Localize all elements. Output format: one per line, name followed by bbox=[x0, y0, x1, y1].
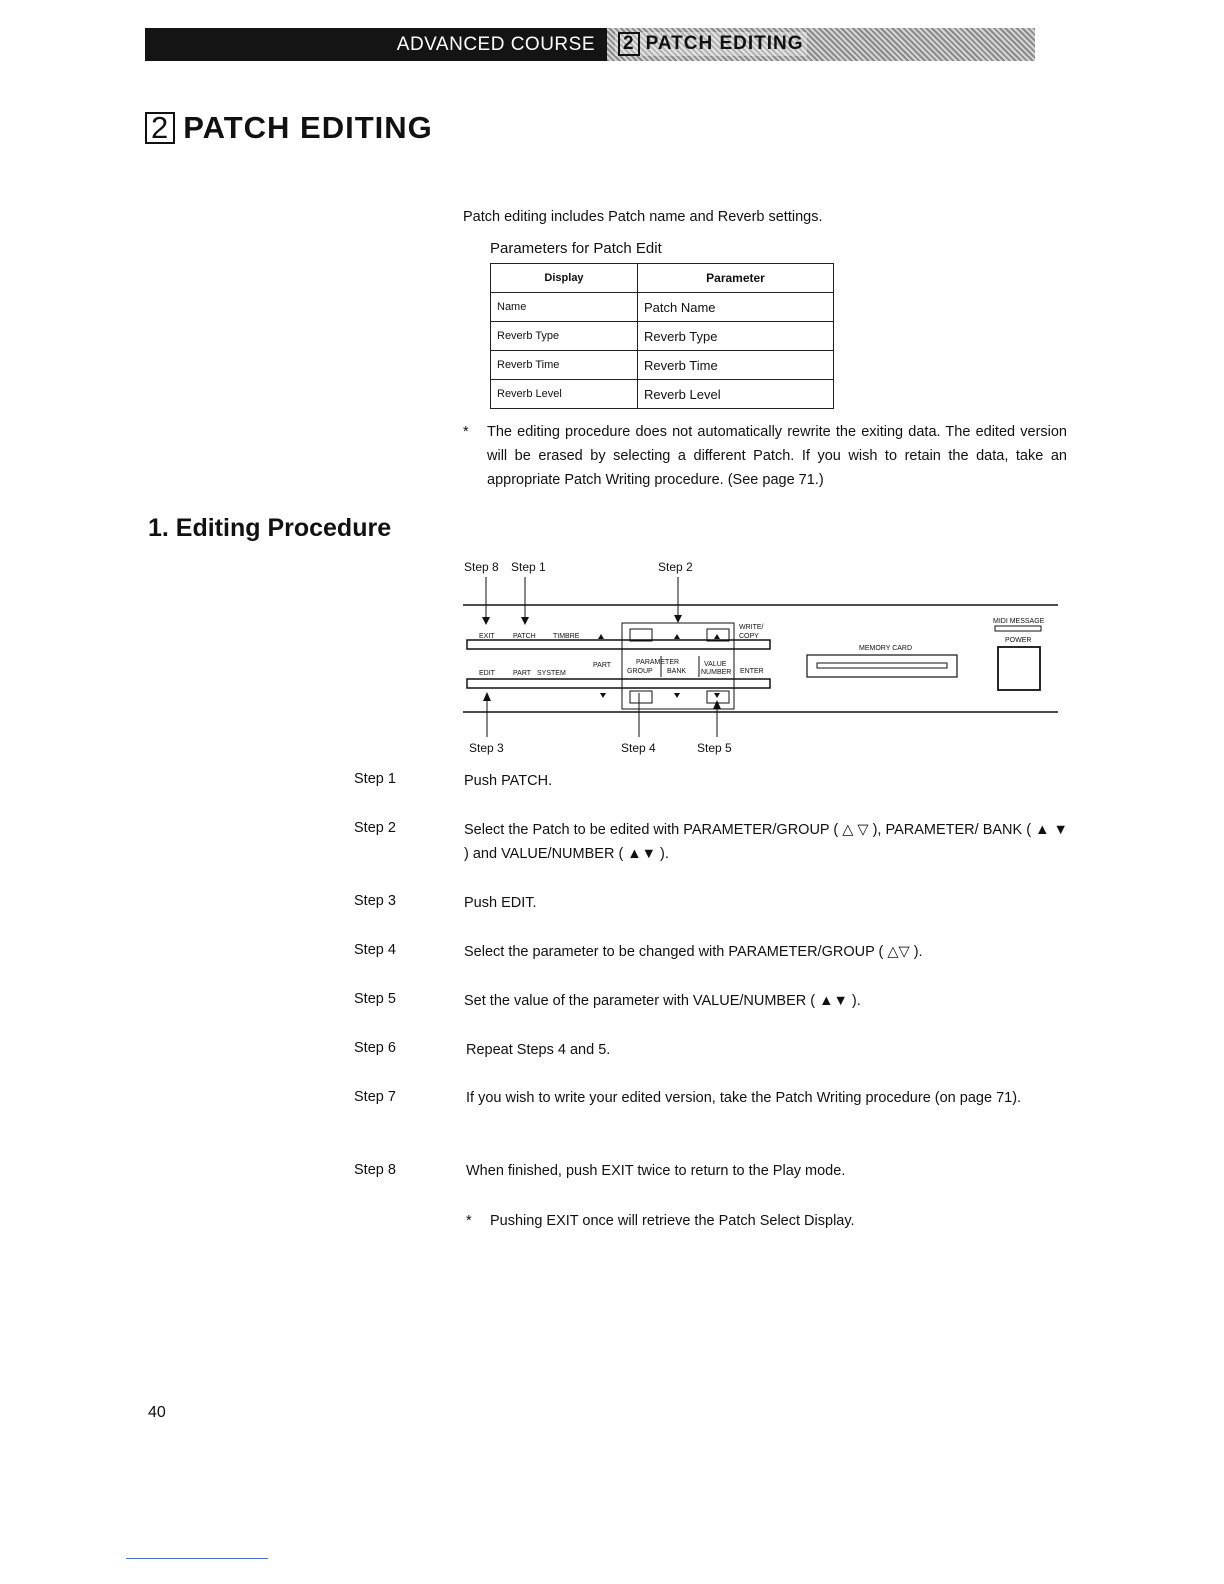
callout-step-3: Step 3 bbox=[469, 741, 504, 755]
table-cell-parameter: Reverb Time bbox=[638, 351, 834, 380]
header-section-label: ADVANCED COURSE bbox=[396, 33, 595, 55]
panel-label-system: SYSTEM bbox=[537, 670, 566, 677]
step-text: When finished, push EXIT twice to return to the Play mode. bbox=[466, 1163, 846, 1179]
step-text: Push PATCH. bbox=[464, 773, 553, 789]
page-number: 40 bbox=[148, 1404, 166, 1421]
table-header-display: Display bbox=[491, 264, 638, 293]
title-text: PATCH EDITING bbox=[183, 110, 433, 145]
table-caption: Parameters for Patch Edit bbox=[490, 240, 662, 257]
step-text: If you wish to write your edited version, take the Patch Writing procedure (on page 71). bbox=[466, 1090, 1022, 1106]
step-label: Step 2 bbox=[354, 820, 396, 836]
table-cell-display: Name bbox=[491, 293, 638, 322]
note-text: The editing procedure does not automatically rewrite the exiting data. The edited version will be erased by selecting a different Patch. If you wish to retain the data, take an appropriate Patch Writing procedure. (See page 71.) bbox=[487, 424, 1067, 488]
panel-label-parameter: PARAMETER bbox=[636, 659, 680, 666]
panel-label-memory-card: MEMORY CARD bbox=[859, 645, 913, 652]
front-panel-diagram bbox=[455, 555, 1065, 765]
header-chapter-band bbox=[607, 28, 1035, 61]
parameter-table bbox=[490, 263, 834, 409]
step-label: Step 6 bbox=[354, 1040, 396, 1056]
intro-text: Patch editing includes Patch name and Reverb settings. bbox=[463, 209, 823, 225]
editing-note bbox=[463, 420, 1067, 492]
table-row bbox=[491, 351, 834, 380]
panel-label-midi-message: MIDI MESSAGE bbox=[993, 618, 1045, 625]
panel-label-timbre: TIMBRE bbox=[553, 633, 580, 640]
callout-step-4: Step 4 bbox=[621, 741, 656, 755]
final-note-marker: * bbox=[466, 1213, 472, 1229]
callout-step-1: Step 1 bbox=[511, 560, 546, 574]
page-title bbox=[145, 110, 433, 146]
panel-label-edit: EDIT bbox=[479, 670, 495, 677]
table-header-parameter: Parameter bbox=[638, 264, 834, 293]
header-chapter-number: 2 bbox=[618, 32, 640, 56]
step-text: Push EDIT. bbox=[464, 895, 537, 911]
table-row bbox=[491, 380, 834, 409]
panel-label-bank: BANK bbox=[667, 668, 687, 675]
panel-label-number: NUMBER bbox=[701, 669, 732, 676]
step-text: Repeat Steps 4 and 5. bbox=[466, 1042, 611, 1058]
section-heading: 1. Editing Procedure bbox=[148, 514, 392, 542]
panel-label-write: WRITE/ bbox=[739, 624, 764, 631]
table-row bbox=[491, 322, 834, 351]
header-chapter-text: PATCH EDITING bbox=[645, 33, 804, 54]
step-text: Select the Patch to be edited with PARAMETER/GROUP ( △ ▽ ), PARAMETER/ BANK ( ▲ ▼ ) and VALUE/NUMBER ( ▲▼ ). bbox=[464, 822, 1068, 862]
bottom-rule bbox=[126, 1558, 268, 1559]
final-note-text: Pushing EXIT once will retrieve the Patch Select Display. bbox=[490, 1213, 855, 1229]
panel-label-group: GROUP bbox=[627, 668, 653, 675]
step-label: Step 8 bbox=[354, 1162, 396, 1178]
table-header-row bbox=[491, 264, 834, 293]
table-row bbox=[491, 293, 834, 322]
table-cell-display: Reverb Type bbox=[491, 322, 638, 351]
panel-label-exit: EXIT bbox=[479, 633, 495, 640]
step-label: Step 3 bbox=[354, 893, 396, 909]
table-cell-parameter: Patch Name bbox=[638, 293, 834, 322]
step-label: Step 1 bbox=[354, 771, 396, 787]
panel-label-part-row2: PART bbox=[513, 670, 532, 677]
note-marker: * bbox=[463, 424, 469, 440]
step-label: Step 7 bbox=[354, 1089, 396, 1105]
title-number: 2 bbox=[145, 112, 175, 144]
header-bar bbox=[145, 28, 1035, 61]
panel-label-part: PART bbox=[593, 662, 612, 669]
table-cell-parameter: Reverb Level bbox=[638, 380, 834, 409]
step-label: Step 4 bbox=[354, 942, 396, 958]
callout-step-2: Step 2 bbox=[658, 560, 693, 574]
callout-step-8: Step 8 bbox=[464, 560, 499, 574]
step-label: Step 5 bbox=[354, 991, 396, 1007]
panel-label-enter: ENTER bbox=[740, 668, 764, 675]
final-note bbox=[466, 1209, 1066, 1233]
table-cell-parameter: Reverb Type bbox=[638, 322, 834, 351]
panel-label-value: VALUE bbox=[704, 661, 727, 668]
panel-label-power: POWER bbox=[1005, 637, 1032, 644]
table-cell-display: Reverb Time bbox=[491, 351, 638, 380]
table-cell-display: Reverb Level bbox=[491, 380, 638, 409]
callout-step-5: Step 5 bbox=[697, 741, 732, 755]
panel-label-patch: PATCH bbox=[513, 633, 536, 640]
panel-label-copy: COPY bbox=[739, 633, 759, 640]
step-text: Select the parameter to be changed with PARAMETER/GROUP ( △▽ ). bbox=[464, 944, 923, 960]
step-text: Set the value of the parameter with VALUE/NUMBER ( ▲▼ ). bbox=[464, 993, 861, 1009]
header-chapter-label bbox=[615, 32, 807, 56]
